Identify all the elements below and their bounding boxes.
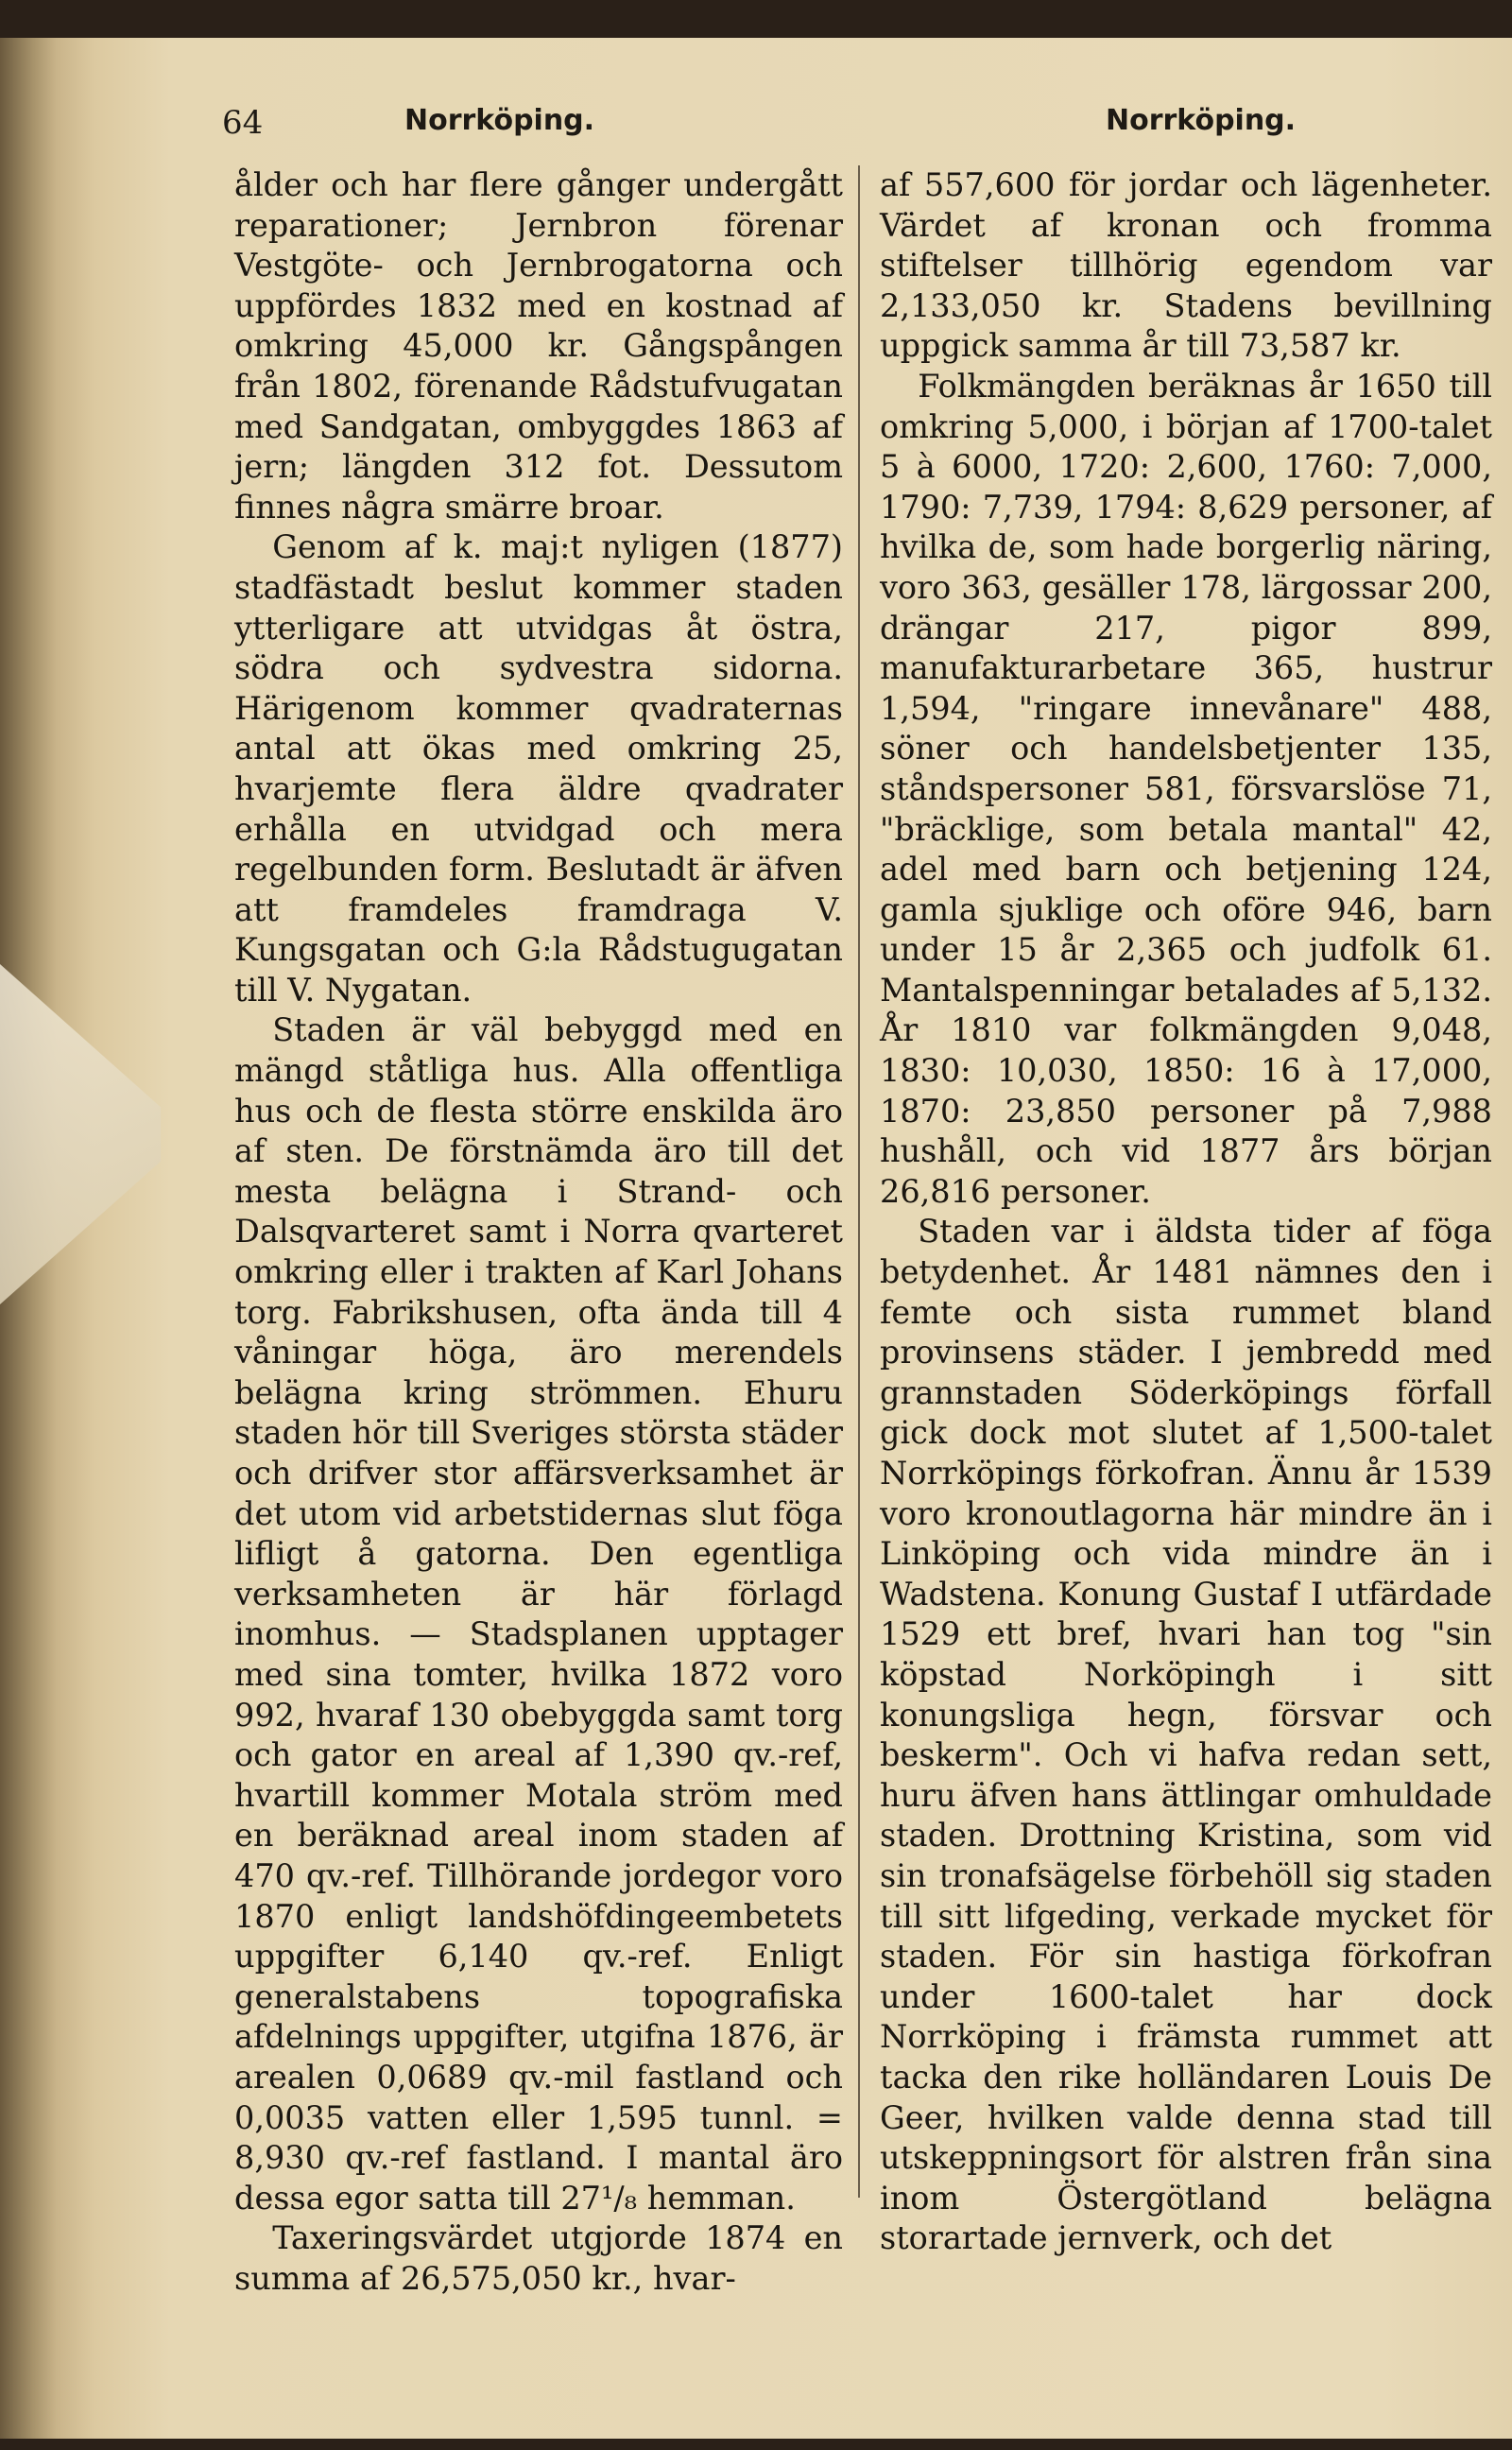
right-column <box>880 165 1492 2259</box>
paragraph: Folkmängden beräknas år 1650 till omkring 5,000, i början af 1700-talet 5 à 6000, 1720: 2,600, 1760: 7,000, 1790: 7,739, 1794: 8,629 personer, af hvilka de, som hade borgerlig näring, voro 363, gesäller 178, lärgossar 200, drängar 217, pigor 899, manufakturarbetare 365, hustrur 1,594, "ringare innevånare" 488, söner och handelsbetjenter 135, ståndspersoner 581, försvarslöse 71, "bräcklige, som betala mantal" 42, adel med barn och betjening 124, gamla sjuklige och oföre 946, barn under 15 år 2,365 och judfolk 61. Mantalspenningar betalades af 5,132. År 1810 var folkmängden 9,048, 1830: 10,030, 1850: 16 à 17,000, 1870: 23,850 personer på 7,988 hushåll, och vid 1877 års början 26,816 personer. <box>880 367 1492 1210</box>
paragraph: Staden var i äldsta tider af föga betydenhet. År 1481 nämnes den i femte och sista rummet bland provinsens städer. I jembredd med grannstaden Söderköpings förfall gick dock mot slutet af 1,500-talet Norrköpings förkofran. Ännu år 1539 voro kronoutlagorna här mindre än i Linköping och vida mindre än i Wadstena. Konung Gustaf I utfärdade 1529 ett bref, hvari han tog "sin köpstad Norköpingh i sitt konungsliga hegn, försvar och beskerm". Och vi hafva redan sett, huru äfven hans ättlingar omhuldade staden. Drottning Kristina, som vid sin tronafsägelse förbehöll sig staden till sitt lifgeding, verkade mycket för staden. För sin hastiga förkofran under 1600-talet har dock Norrköping i främsta rummet att tacka den rike holländaren Louis De Geer, hvilken valde denna stad till utskeppningsort för alstren från sina inom Östergötland belägna storartade jernverk, och det <box>880 1213 1492 2257</box>
left-column <box>234 165 843 2299</box>
paragraph: ålder och har flere gånger undergått reparationer; Jernbron förenar Vestgöte- och Jernbrogatorna och uppfördes 1832 med en kostnad af omkring 45,000 kr. Gångspången från 1802, förenande Rådstufvugatan med Sandgatan, ombyggdes 1863 af jern; längden 312 fot. Dessutom finnes några smärre broar. <box>234 166 843 526</box>
paragraph: Taxeringsvärdet utgjorde 1874 en summa af 26,575,050 kr., hvar- <box>234 2219 843 2297</box>
paragraph: Staden är väl bebyggd med en mängd ståtliga hus. Alla offentliga hus och de flesta större enskilda äro af sten. De förstnämda äro till det mesta belägna i Strand- och Dalsqvarteret samt i Norra qvarteret omkring eller i trakten af Karl Johans torg. Fabrikshusen, ofta ända till 4 våningar höga, äro merendels belägna kring strömmen. Ehuru staden hör till Sveriges största städer och drifver stor affärsverksamhet är det utom vid arbetstidernas slut föga lifligt å gatorna. Den egentliga verksamheten är här förlagd inomhus. — Stadsplanen upptager med sina tomter, hvilka 1872 voro 992, hvaraf 130 obebyggda samt torg och gator en areal af 1,390 qv.-ref, hvartill kommer Motala ström med en beräknad areal inom staden af 470 qv.-ref. Tillhörande jordegor voro 1870 enligt landshöfdingeembetets uppgifter 6,140 qv.-ref. Enligt generalstabens topografiska afdelnings uppgifter, utgifna 1876, är arealen 0,0689 qv.-mil fastland och 0,0035 vatten eller 1,595 tunnl. = 8,930 qv.-ref fastland. I mantal äro dessa egor satta till 27¹/₈ hemman. <box>234 1011 843 2217</box>
running-header-right: Norrköping. <box>1106 104 1297 137</box>
page-number: 64 <box>222 104 264 142</box>
paragraph: af 557,600 för jordar och lägenheter. Värdet af kronan och fromma stiftelser tillhörig egendom var 2,133,050 kr. Stadens bevillning uppgick samma år till 73,587 kr. <box>880 166 1492 365</box>
paragraph: Genom af k. maj:t nyligen (1877) stadfästadt beslut kommer staden ytterligare att utvidgas åt östra, södra och sydvestra sidorna. Härigenom kommer qvadraternas antal att ökas med omkring 25, hvarjemte flera äldre qvadrater erhålla en utvidgad och mera regelbunden form. Beslutadt är äfven att framdeles framdraga V. Kungsgatan och G:la Rådstugugatan till V. Nygatan. <box>234 528 843 1009</box>
column-divider <box>858 165 860 2198</box>
running-header-left: Norrköping. <box>404 104 595 137</box>
